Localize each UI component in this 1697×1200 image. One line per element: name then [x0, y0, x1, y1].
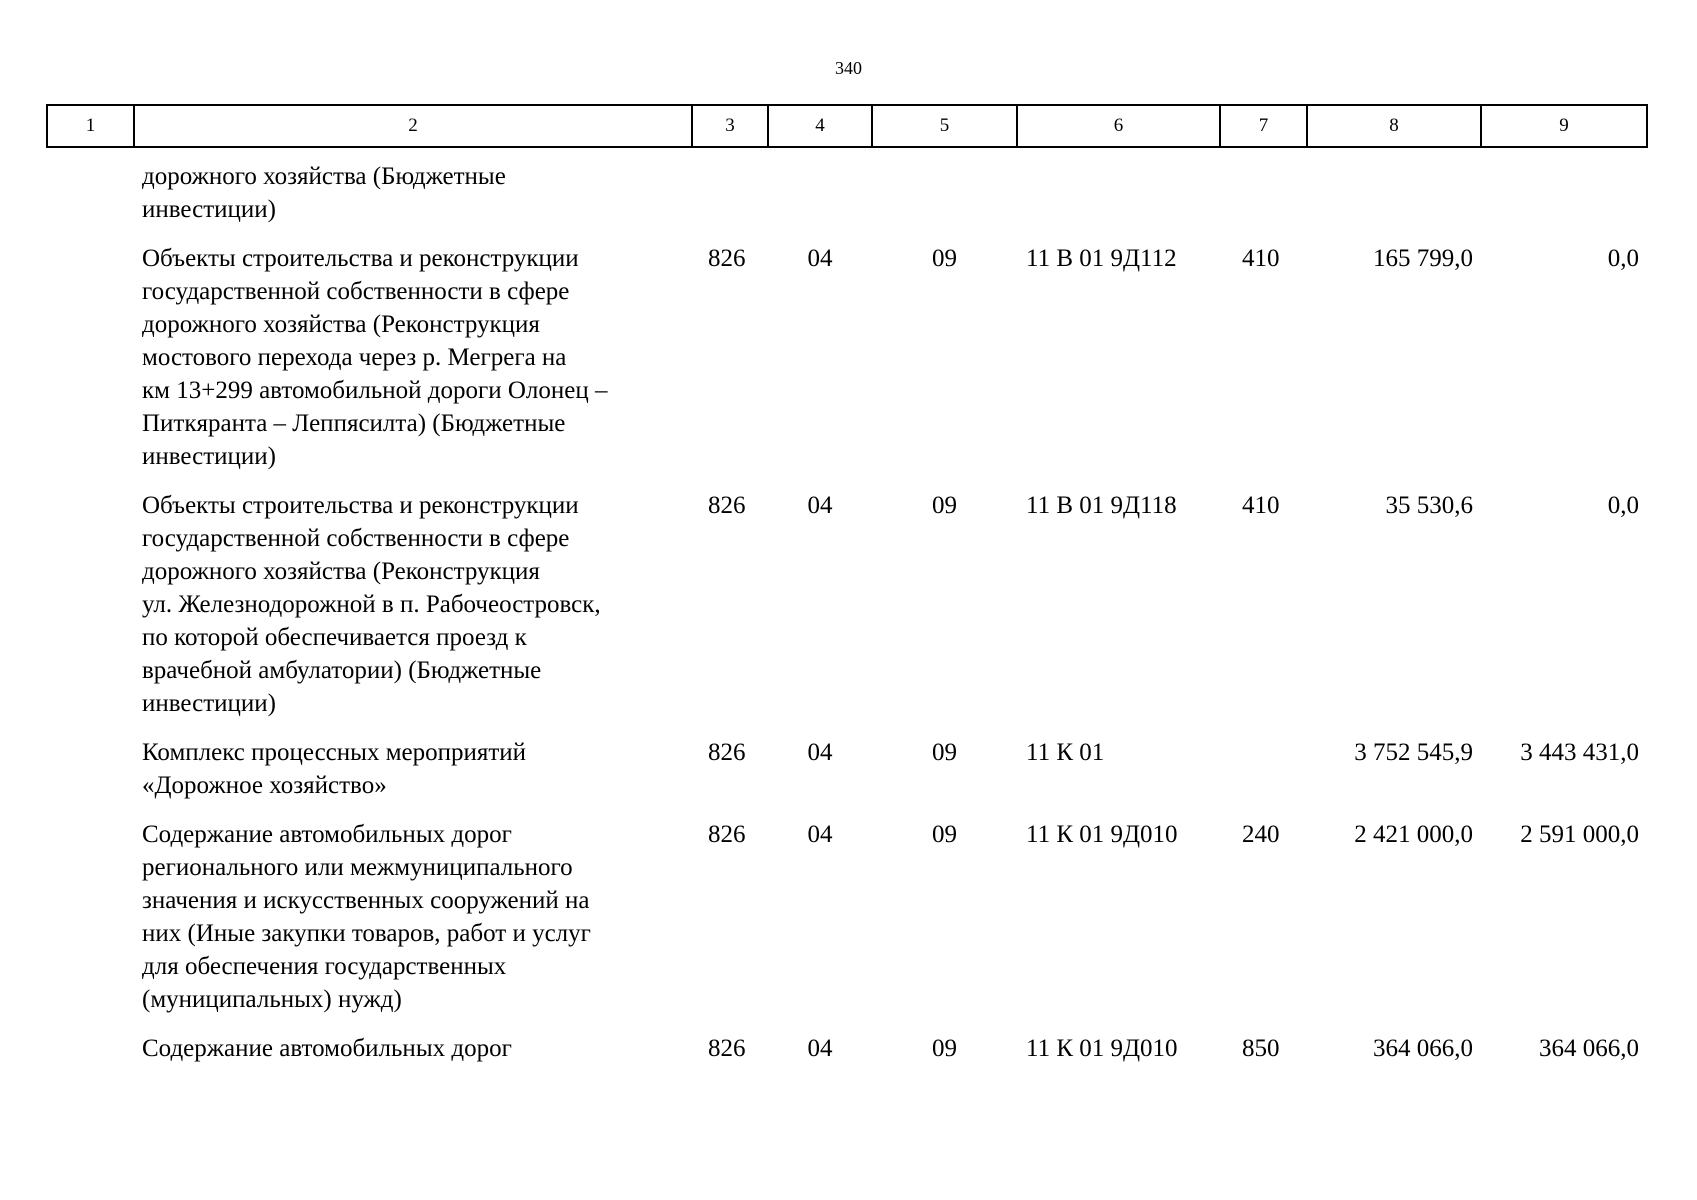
name-line: инвестиции): [142, 443, 276, 470]
cell-subsection: 09: [932, 245, 957, 272]
name-line: Содержание автомобильных дорог: [142, 821, 512, 848]
name-line: по которой обеспечивается проезд к: [142, 624, 527, 651]
cell-col-1: [47, 818, 134, 1032]
column-header-2: 2: [134, 105, 692, 147]
cell-amount-2: [1481, 147, 1647, 242]
column-header-8: 8: [1307, 105, 1481, 147]
name-line: ул. Железнодорожной в п. Рабочеостровск,: [142, 591, 601, 618]
cell-subsection: [872, 147, 1017, 242]
cell-amount-2: 0,0: [1607, 245, 1639, 272]
cell-expense-type: [1220, 736, 1307, 818]
name-line: км 13+299 автомобильной дороги Олонец –: [142, 377, 608, 404]
budget-table: [46, 104, 1648, 1081]
cell-name: [134, 818, 692, 1032]
column-header-1: 1: [47, 105, 134, 147]
cell-col-1: [47, 147, 134, 242]
cell-amount-1: 364 066,0: [1373, 1035, 1473, 1062]
name-line: «Дорожное хозяйство»: [142, 772, 387, 799]
column-header-5: 5: [872, 105, 1017, 147]
cell-ministry: 826: [708, 245, 746, 272]
cell-name: [134, 1032, 692, 1081]
table-row: [47, 147, 1647, 242]
cell-target-article: 11 К 01 9Д010: [1026, 821, 1178, 848]
cell-expense-type: 850: [1242, 1035, 1280, 1062]
table-row: [47, 818, 1647, 1032]
cell-expense-type: 410: [1242, 492, 1280, 519]
cell-amount-1: 2 421 000,0: [1354, 821, 1473, 848]
cell-amount-2: 3 443 431,0: [1520, 739, 1639, 766]
cell-section: 04: [807, 821, 833, 848]
cell-ministry: 826: [708, 492, 746, 519]
column-header-9: 9: [1481, 105, 1647, 147]
cell-amount-1: [1307, 147, 1481, 242]
cell-section: 04: [807, 245, 833, 272]
name-line: государственной собственности в сфере: [142, 525, 570, 552]
name-line: дорожного хозяйства (Бюджетные: [142, 163, 506, 190]
name-line: (муниципальных) нужд): [142, 986, 402, 1013]
cell-expense-type: 240: [1242, 821, 1280, 848]
table-row: [47, 736, 1647, 818]
cell-ministry: 826: [708, 739, 746, 766]
cell-name: [134, 736, 692, 818]
column-header-4: 4: [768, 105, 872, 147]
cell-col-1: [47, 736, 134, 818]
cell-name: [134, 489, 692, 736]
cell-ministry: [692, 147, 768, 242]
cell-amount-1: 35 530,6: [1385, 492, 1473, 519]
cell-section: 04: [807, 739, 833, 766]
cell-col-1: [47, 242, 134, 489]
name-line: дорожного хозяйства (Реконструкция: [142, 311, 540, 338]
column-number-header-row: [47, 105, 1647, 147]
cell-amount-1: 3 752 545,9: [1354, 739, 1473, 766]
column-header-3: 3: [692, 105, 768, 147]
table-row: [47, 1032, 1647, 1081]
name-line: значения и искусственных сооружений на: [142, 887, 590, 914]
name-line: них (Иные закупки товаров, работ и услуг: [142, 920, 591, 947]
name-line: мостового перехода через р. Мегрега на: [142, 344, 567, 371]
name-line: Содержание автомобильных дорог: [142, 1035, 512, 1062]
cell-amount-2: 364 066,0: [1539, 1035, 1639, 1062]
cell-amount-2: 0,0: [1607, 492, 1639, 519]
name-line: инвестиции): [142, 196, 276, 223]
cell-name: [134, 147, 692, 242]
table-row: [47, 489, 1647, 736]
cell-section: 04: [807, 1035, 833, 1062]
name-line: инвестиции): [142, 690, 276, 717]
cell-subsection: 09: [932, 821, 957, 848]
cell-expense-type: 410: [1242, 245, 1280, 272]
name-line: Комплекс процессных мероприятий: [142, 739, 527, 766]
column-header-7: 7: [1220, 105, 1307, 147]
name-line: Объекты строительства и реконструкции: [142, 492, 579, 519]
name-line: Объекты строительства и реконструкции: [142, 245, 579, 272]
cell-col-1: [47, 489, 134, 736]
name-line: регионального или межмуниципального: [142, 854, 573, 881]
cell-target-article: 11 В 01 9Д112: [1026, 245, 1177, 272]
cell-target-article: 11 В 01 9Д118: [1026, 492, 1177, 519]
page-number: 340: [835, 58, 862, 78]
cell-ministry: 826: [708, 1035, 746, 1062]
cell-amount-1: 165 799,0: [1373, 245, 1473, 272]
cell-subsection: 09: [932, 1035, 957, 1062]
name-line: врачебной амбулатории) (Бюджетные: [142, 657, 542, 684]
cell-ministry: 826: [708, 821, 746, 848]
cell-col-1: [47, 1032, 134, 1081]
cell-target-article: [1017, 147, 1220, 242]
cell-subsection: 09: [932, 492, 957, 519]
cell-section: 04: [807, 492, 833, 519]
cell-target-article: 11 К 01: [1026, 739, 1105, 766]
cell-section: [768, 147, 872, 242]
table-row: [47, 242, 1647, 489]
cell-subsection: 09: [932, 739, 957, 766]
name-line: государственной собственности в сфере: [142, 278, 570, 305]
name-line: дорожного хозяйства (Реконструкция: [142, 558, 540, 585]
cell-target-article: 11 К 01 9Д010: [1026, 1035, 1178, 1062]
cell-expense-type: [1220, 147, 1307, 242]
cell-name: [134, 242, 692, 489]
name-line: Питкяранта – Леппясилта) (Бюджетные: [142, 410, 566, 437]
cell-amount-2: 2 591 000,0: [1520, 821, 1639, 848]
column-header-6: 6: [1017, 105, 1220, 147]
name-line: для обеспечения государственных: [142, 953, 507, 980]
